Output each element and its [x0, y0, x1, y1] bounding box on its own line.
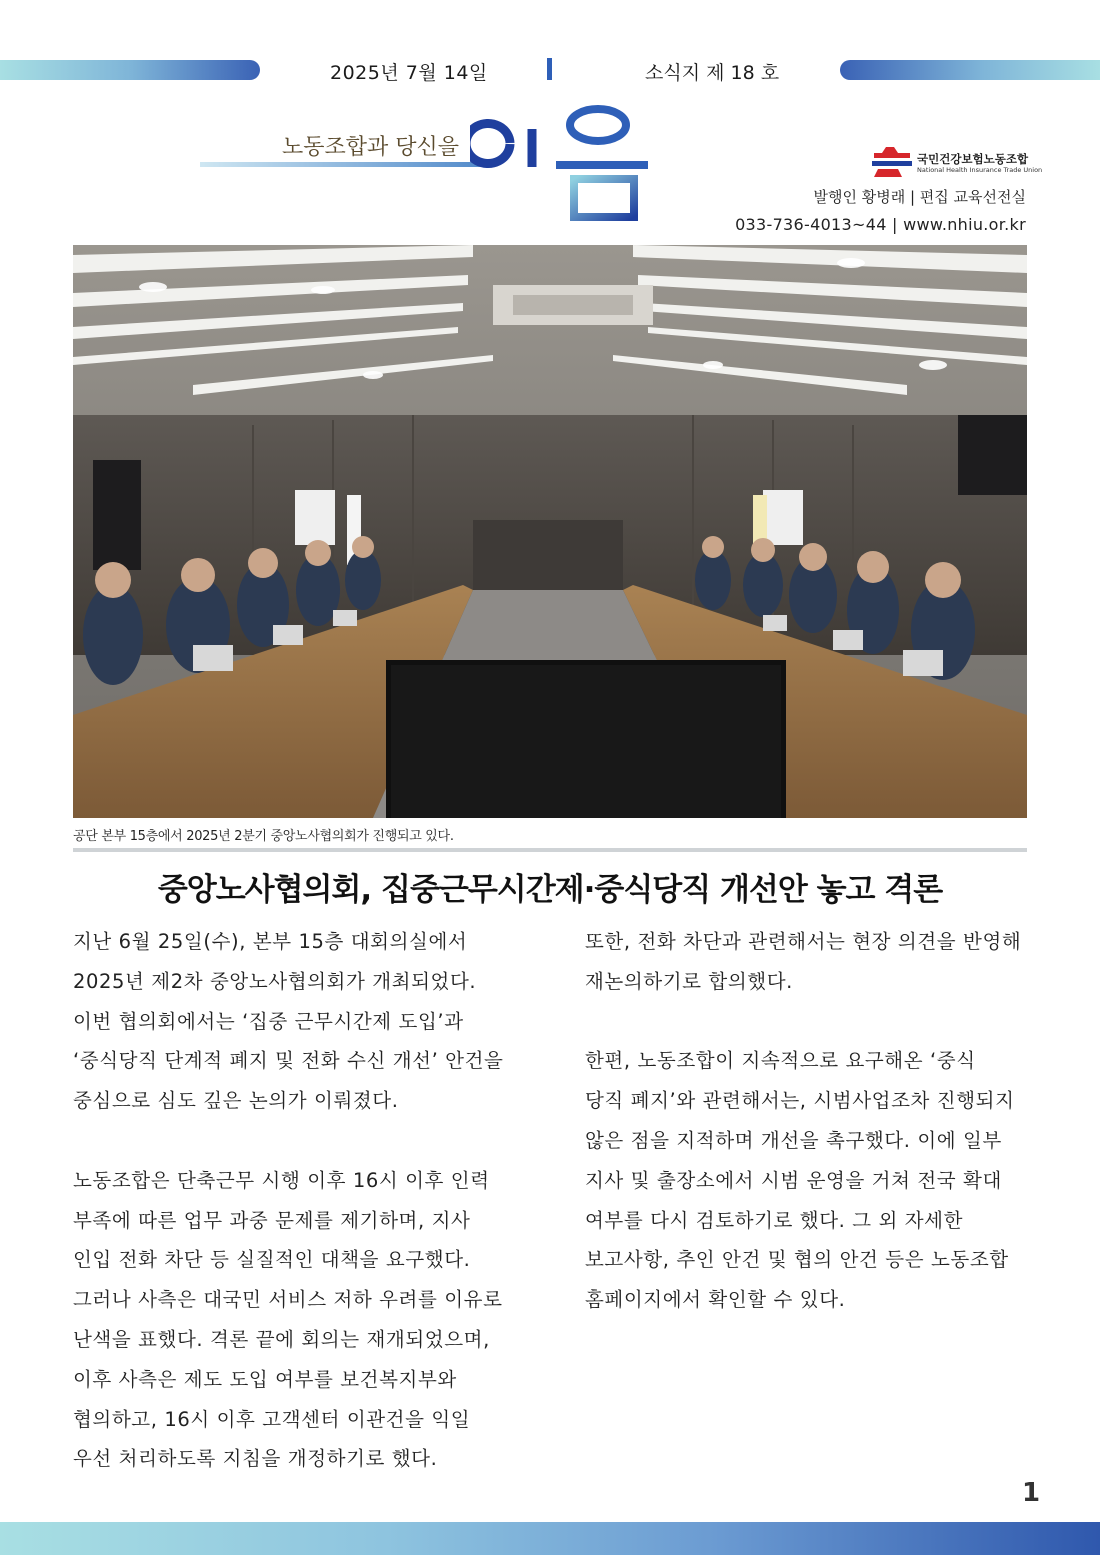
paragraph-line: 한편, 노동조합이 지속적으로 요구해온 ‘중식 [585, 1049, 976, 1073]
issue-number: 소식지 제 18 호 [645, 62, 780, 84]
photo-caption: 공단 본부 15층에서 2025년 2분기 중앙노사협의회가 진행되고 있다. [73, 829, 454, 844]
tagline-underline [200, 162, 490, 167]
meeting-photo [73, 245, 1027, 818]
paragraph-line: 이후 사측은 제도 도입 여부를 보건복지부와 [73, 1367, 457, 1391]
paragraph-line: 중심으로 심도 깊은 논의가 이뤄졌다. [73, 1089, 399, 1113]
paragraph-gap [585, 1002, 1030, 1042]
header-gradient-bar-left [0, 60, 260, 80]
article-right-column [585, 922, 1030, 1320]
paragraph-gap [73, 1121, 523, 1161]
paragraph-line: 지난 6월 25일(수), 본부 15층 대회의실에서 [73, 930, 468, 953]
page-number: 1 [1022, 1478, 1041, 1508]
paragraph-line: 보고사항, 추인 안건 및 협의 안건 등은 노동조합 [585, 1248, 1009, 1272]
paragraph-line: ‘중식당직 단계적 폐지 및 전화 수신 개선’ 안건을 [73, 1049, 504, 1073]
footer-gradient-bar [0, 1522, 1100, 1555]
newsletter-title-logo [470, 95, 660, 225]
union-name: 국민건강보험노동조합 [917, 152, 1029, 166]
conference-room-illustration [73, 245, 1027, 818]
caption-divider [73, 848, 1027, 852]
paragraph-line: 난색을 표했다. 격론 끝에 회의는 재개되었으며, [73, 1327, 490, 1351]
contact-info: 033-736-4013~44 | www.nhiu.or.kr [735, 215, 1026, 234]
paragraph-line: 여부를 다시 검토하기로 했다. 그 외 자세한 [585, 1208, 964, 1232]
paragraph-line: 또한, 전화 차단과 관련해서는 현장 의견을 반영해 [585, 930, 1022, 953]
paragraph-line: 홈페이지에서 확인할 수 있다. [585, 1288, 846, 1312]
header-divider [547, 58, 552, 80]
paragraph-line: 지사 및 출장소에서 시범 운영을 거쳐 전국 확대 [585, 1168, 1002, 1192]
paragraph-line: 이번 협의회에서는 ‘집중 근무시간제 도입’과 [73, 1009, 464, 1033]
issue-date: 2025년 7월 14일 [330, 62, 488, 84]
paragraph-line: 그러나 사측은 대국민 서비스 저하 우려를 이유로 [73, 1288, 503, 1312]
paragraph-line: 당직 폐지’와 관련해서는, 시범사업조차 진행되지 [585, 1089, 1015, 1113]
publisher-info: 발행인 황병래 | 편집 교육선전실 [813, 188, 1026, 206]
header-gradient-bar-right [840, 60, 1100, 80]
paragraph-line: 2025년 제2차 중앙노사협의회가 개최되었다. [73, 969, 477, 993]
paragraph-line: 부족에 따른 업무 과중 문제를 제기하며, 지사 [73, 1208, 471, 1232]
article-headline: 중앙노사협의회, 집중근무시간제·중식당직 개선안 놓고 격론 [157, 872, 943, 908]
paragraph-line: 노동조합은 단축근무 시행 이후 16시 이후 인력 [73, 1168, 490, 1192]
paragraph-line: 인입 전화 차단 등 실질적인 대책을 요구했다. [73, 1248, 471, 1272]
article-left-column [73, 922, 523, 1479]
paragraph-line: 우선 처리하도록 지침을 개정하기로 했다. [73, 1447, 438, 1471]
newsletter-tagline: 노동조합과 당신을 [282, 135, 460, 160]
paragraph-line: 않은 점을 지적하며 개선을 촉구했다. 이에 일부 [585, 1128, 1002, 1152]
paragraph-line: 재논의하기로 합의했다. [585, 969, 793, 993]
union-name-english: National Health Insurance Trade Union [917, 166, 1043, 174]
paragraph-line: 협의하고, 16시 이후 고객센터 이관건을 익일 [73, 1407, 471, 1431]
